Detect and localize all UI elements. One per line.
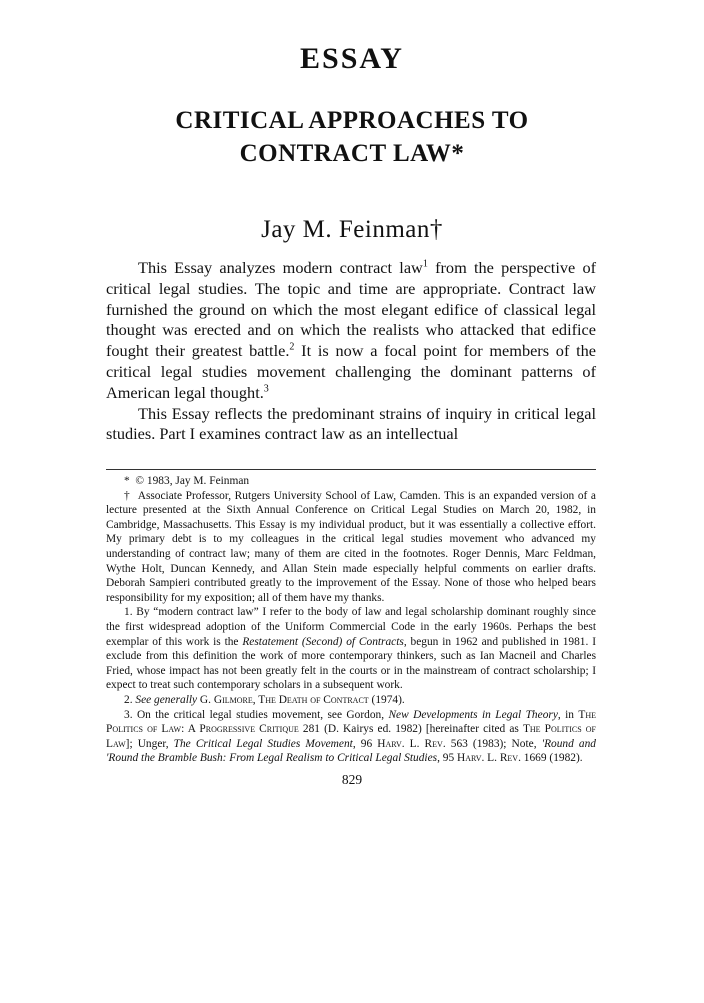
footnote-text: 281 (D. Kairys ed. 1982) [hereinafter cited as: [298, 723, 523, 736]
footnote-text: (1974).: [368, 693, 405, 706]
footnote-text: © 1983, Jay M. Feinman: [135, 475, 250, 487]
footnote-mark: *: [124, 475, 130, 487]
footnote-2: [106, 693, 596, 708]
footnote-journal: Harv. L. Rev.: [457, 752, 521, 765]
footnote-text: G.: [197, 693, 214, 706]
paragraph-text: from the perspective of critical legal studies. The topic and time are appropriate. Contract law furnished the ground on which the most elegant edifice of classical legal thought was erected and on which the realists who attacked that edifice fought their greatest battle.: [106, 258, 597, 361]
footnote-journal: Harv. L. Rev.: [377, 737, 446, 750]
footnote-citation-title: Restatement (Second) of Contracts: [242, 635, 404, 648]
article-title: [0, 104, 704, 170]
footnote-text: , begun in 1962 and published in 1981. I exclude from this definition the work of more contemporary thinkers, such as Ian Macneil and Charles Fried, whose impact has not been greatly felt in the courts or in the mainstream of contract scholarship; I expect to treat such contemporary scholars in a subsequent work.: [106, 635, 596, 692]
author-name: Jay M. Feinman: [261, 216, 430, 243]
footnote-divider: [106, 469, 596, 470]
footnote-text: , in: [557, 708, 579, 721]
author-byline: [0, 216, 704, 244]
footnote-text: Associate Professor, Rutgers University School of Law, Camden. This is an expanded version of a lecture presented at the Sixth Annual Conference on Critical Legal Studies on March 20, 1982, in Cambridge, Massachusetts. This Essay is my individual product, but it was essentially a collective effort. My primary debt is to my colleagues in the critical legal studies movement who advanced my understanding of contract law; many of them are cited in the footnotes. Roger Dennis, Marc Feldman, Wythe Holt, Duncan Kennedy, and Allan Stein made especially helpful comments on earlier drafts. Deborah Sampieri contributed greatly to the improvement of the Essay. None of those who helped bears responsibility for my exposition; all of them have my thanks.: [106, 489, 596, 604]
body-paragraph-2: This Essay reflects the predominant strains of inquiry in critical legal studies. Part I examines contract law as an intellectual: [106, 403, 596, 444]
footnote-citation-title: The Critical Legal Studies Movement: [173, 737, 353, 750]
footnote-number: 2.: [124, 693, 133, 706]
footnote-star: [106, 474, 596, 489]
paragraph-text: It is now a focal point for members of the critical legal studies movement challenging the dominant patterns of American legal thought.: [106, 341, 596, 402]
footnote-number: 1.: [124, 606, 133, 619]
body-text: [106, 258, 596, 445]
body-paragraph-1: [106, 258, 596, 404]
footnote-text: On the critical legal studies movement, see Gordon,: [136, 708, 389, 721]
footnote-book-title: Gilmore, The Death of Contract: [213, 693, 369, 706]
footnote-book-title: The Politics of Law: [106, 723, 596, 750]
footnotes: [106, 474, 596, 766]
title-line-1: CRITICAL APPROACHES TO: [175, 107, 529, 134]
footnote-citation-title: 'Round and 'Round the Bramble Bush: From Legal Realism to Critical Legal Studies: [106, 737, 596, 765]
footnote-text: , 95: [437, 752, 457, 765]
footnote-number: 3.: [124, 708, 133, 721]
footnote-text: , 96: [352, 737, 378, 750]
footnote-text: By “modern contract law” I refer to the body of law and legal scholarship dominant roughly since the first widespread adoption of the Uniform Commercial Code in the early 1960s. Perhaps the best exemplar of this work is the: [106, 606, 596, 648]
page-number: 829: [341, 772, 363, 787]
footnote-1: [106, 605, 596, 693]
paragraph-text: This Essay analyzes modern contract law: [138, 258, 423, 277]
title-line-2: CONTRACT LAW*: [239, 140, 465, 167]
footnote-dagger: [106, 489, 596, 606]
author-footnote-mark: †: [429, 216, 443, 243]
footnote-text: ]; Unger,: [125, 737, 174, 750]
footnote-ref-2: 2: [289, 341, 295, 353]
footnote-ref-3: 3: [263, 383, 269, 395]
footnote-ref-1: 1: [422, 258, 428, 270]
section-label: ESSAY: [300, 42, 404, 75]
footnote-text: 1669 (1982).: [520, 752, 583, 765]
footnote-signal: See generally: [135, 693, 198, 706]
footnote-citation-title: New Developments in Legal Theory: [388, 708, 558, 721]
footnote-book-title: The Politics of Law: A Progressive Critique: [106, 708, 596, 736]
footnote-mark: †: [124, 489, 131, 502]
footnote-text: 563 (1983); Note,: [445, 737, 542, 750]
footnote-3: [106, 708, 596, 766]
